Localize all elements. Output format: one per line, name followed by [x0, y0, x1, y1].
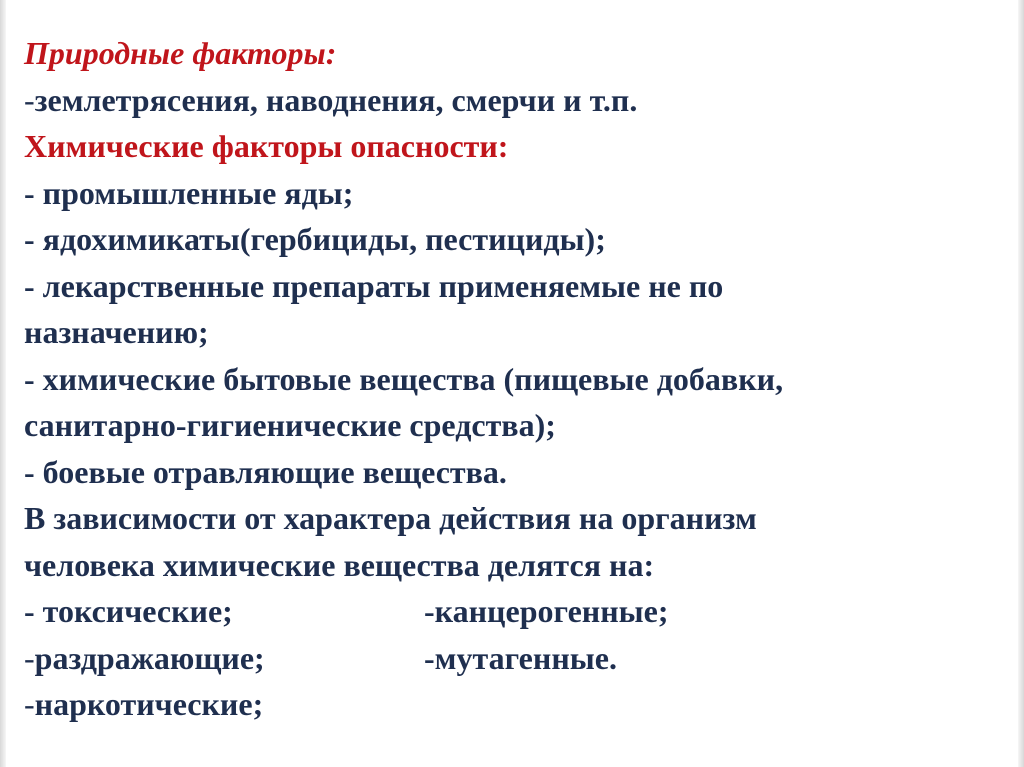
- slide-left-edge: [0, 0, 6, 767]
- chem-item-industrial-poisons: - промышленные яды;: [24, 174, 354, 211]
- chem-item-warfare-agents: - боевые отравляющие вещества.: [24, 453, 507, 490]
- type-carcinogenic: -канцерогенные;: [424, 593, 669, 629]
- type-toxic: токсические;: [42, 593, 233, 629]
- types-row-2: [24, 635, 1004, 682]
- classification-intro-line-2: человека химические вещества делятся на:: [24, 546, 655, 583]
- type-irritant: раздражающие;: [34, 639, 265, 676]
- chem-item-pesticides: - ядохимикаты(гербициды, пестициды);: [24, 221, 606, 257]
- chem-item-medicines: - лекарственные препараты применяемые не по: [24, 267, 724, 304]
- chem-item-household-cont: санитарно-гигиенические средства);: [24, 407, 556, 443]
- type-dash: -: [24, 639, 35, 676]
- natural-factors-item: [24, 77, 1004, 124]
- natural-dash: -: [24, 81, 35, 118]
- slide-body: [24, 30, 1004, 728]
- type-dash: -: [24, 686, 35, 722]
- types-row-3: [24, 681, 1004, 728]
- type-dash: -: [24, 593, 43, 629]
- heading-natural-factors: Природные факторы:: [24, 35, 337, 71]
- heading-chemical-factors: Химические факторы опасности:: [24, 128, 509, 164]
- types-row-1: [24, 588, 1004, 635]
- natural-factors-text: землетрясения, наводнения, смерчи и т.п.: [34, 81, 638, 118]
- slide-right-edge: [1018, 0, 1024, 767]
- type-narcotic: наркотические;: [34, 686, 264, 722]
- type-mutagenic: -мутагенные.: [424, 639, 617, 676]
- classification-intro-line-1: В зависимости от характера действия на организм: [24, 500, 757, 536]
- chem-item-household: - химические бытовые вещества (пищевые добавки,: [24, 360, 784, 397]
- chem-item-medicines-cont: назначению;: [24, 314, 209, 350]
